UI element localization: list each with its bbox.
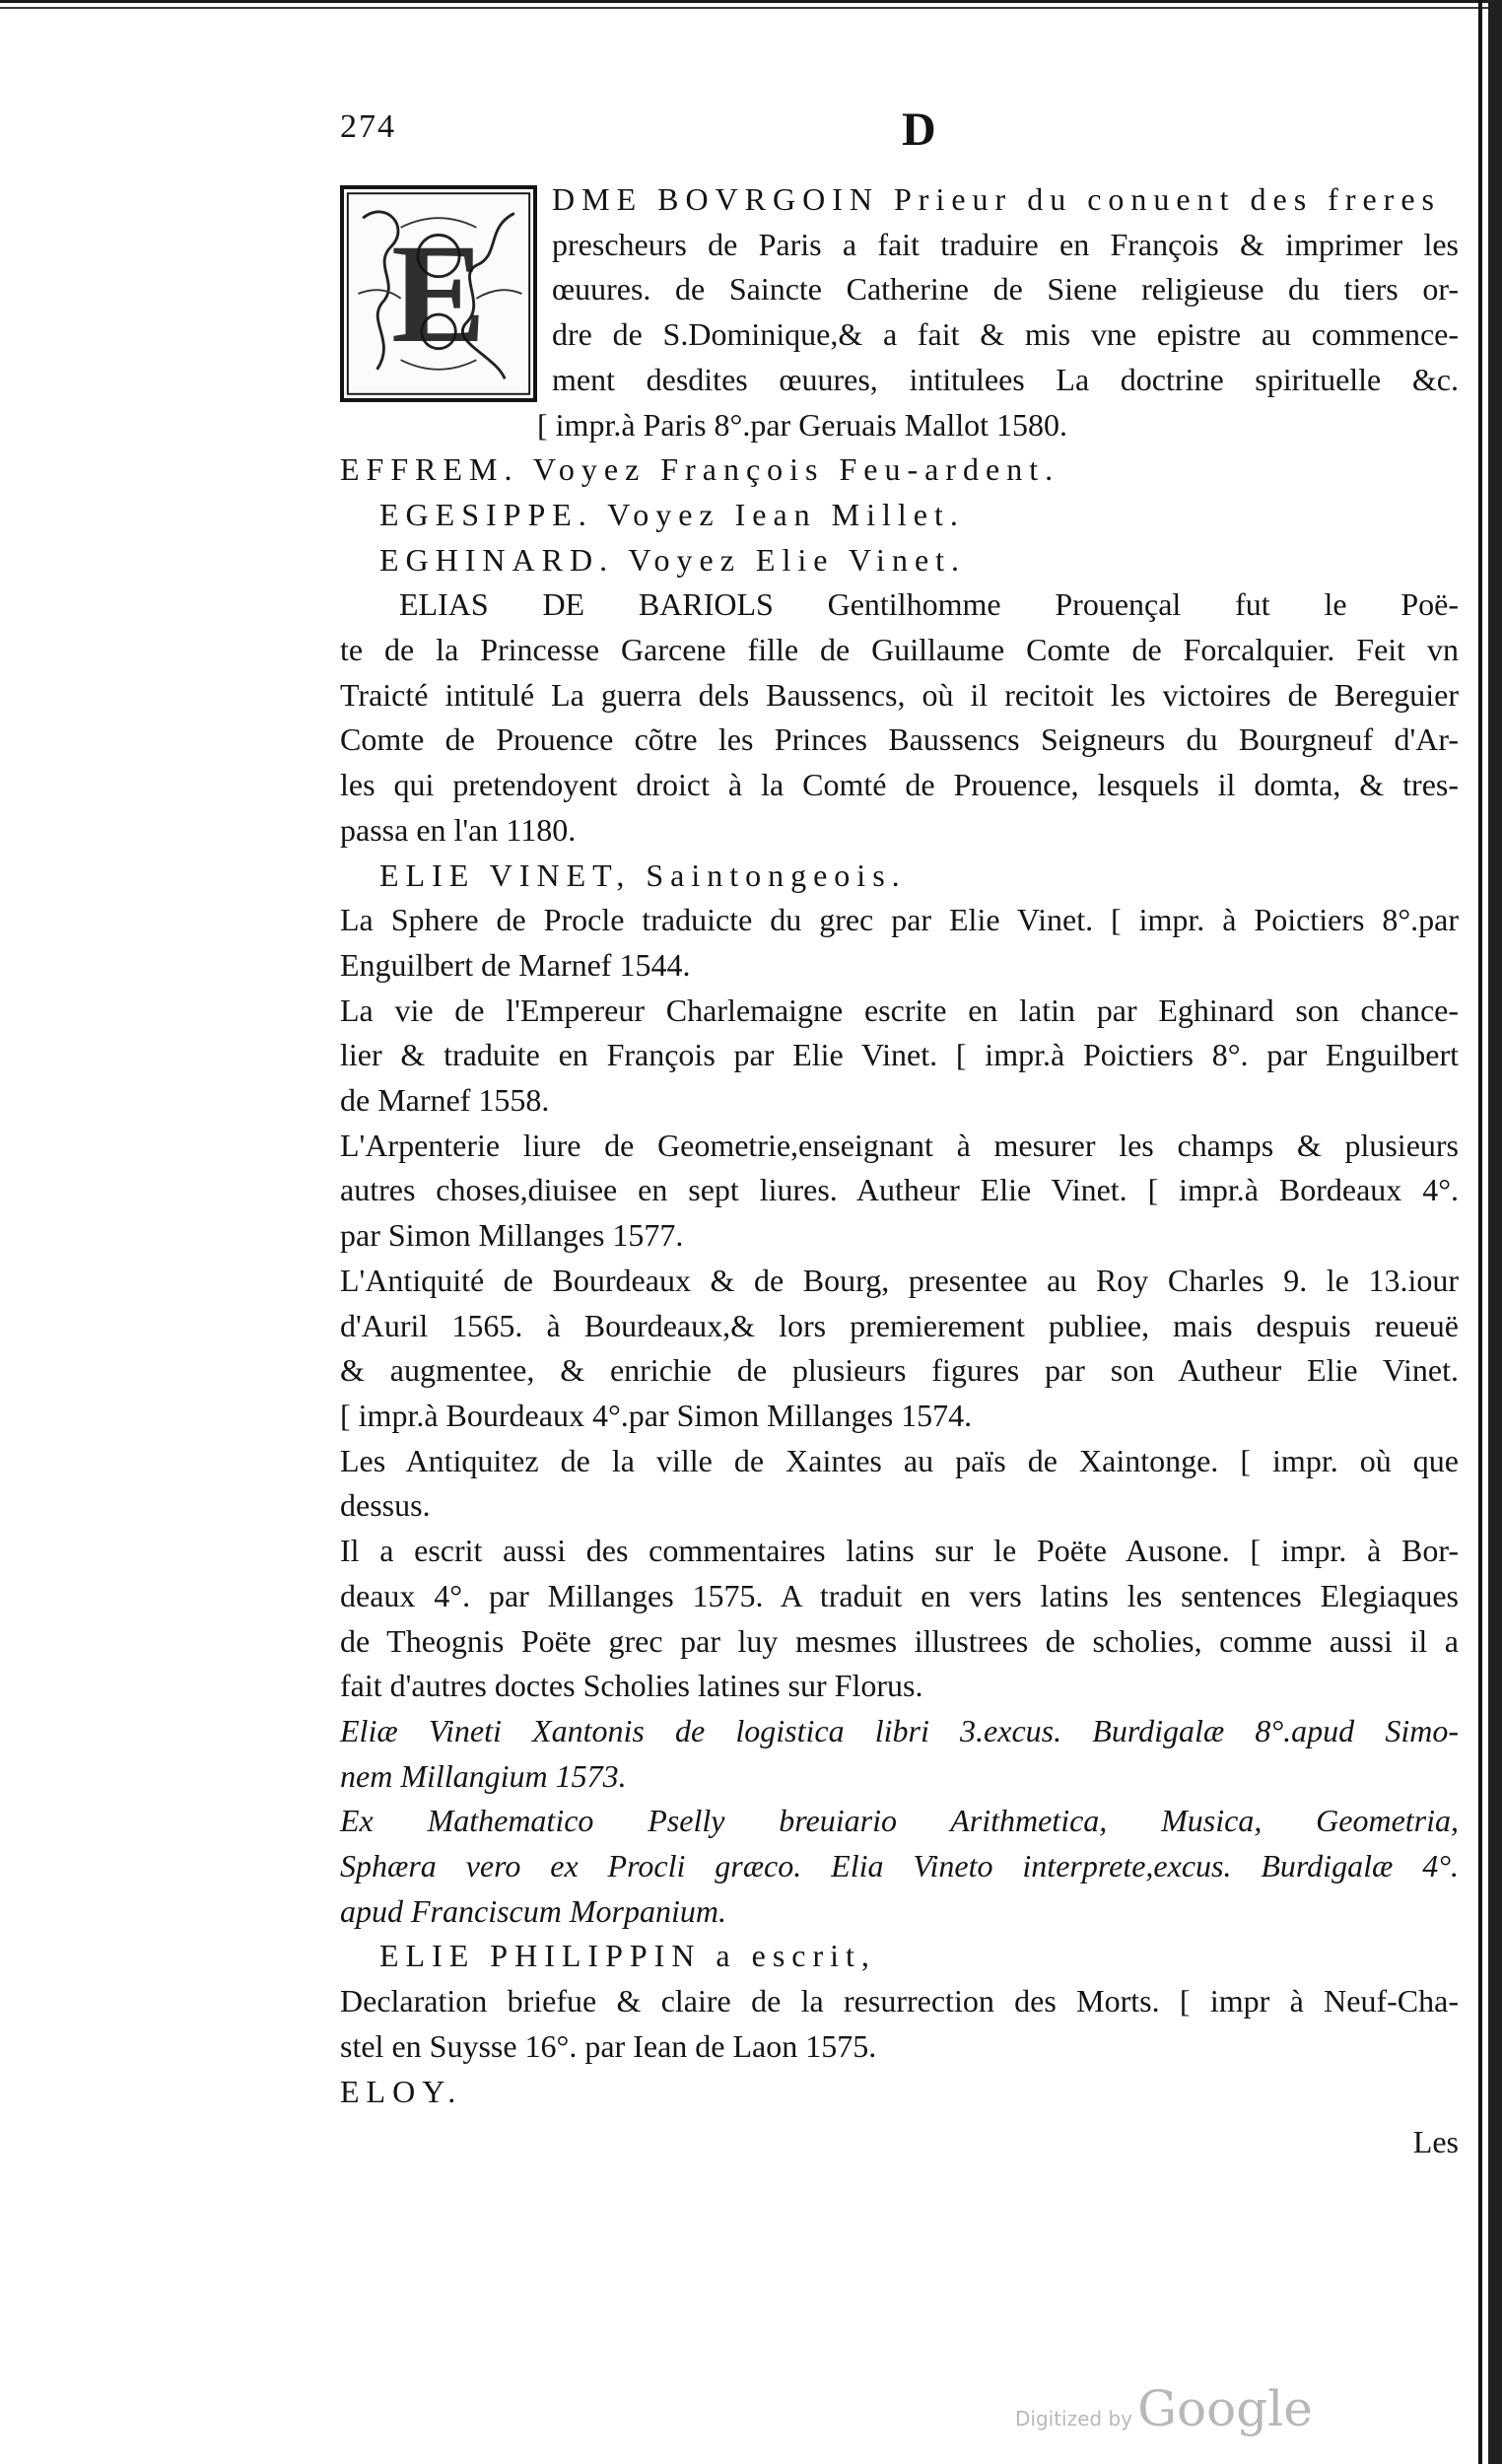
- page-text: [340, 177, 1459, 2165]
- latin-title: Sphæra vero ex Procli græco. Elia Vineto interprete,excus. Burdigalæ 4°.: [340, 1848, 1459, 1884]
- entry-heading: EFFREM. Voyez François Feu-ardent.: [340, 451, 1060, 488]
- text-line: ment desdites œuures, intitulees La doctrine spirituelle &c.: [552, 361, 1459, 397]
- text-line: [340, 1844, 1459, 1889]
- text-line: te de la Princesse Garcene fille de Guillaume Comte de Forcalquier. Feit vn: [340, 632, 1459, 668]
- entry-heading: ELOY.: [340, 2073, 463, 2109]
- text-line: Les Antiquitez de la ville de Xaintes au païs de Xaintonge. [ impr. où que: [340, 1442, 1459, 1478]
- text-line: autres choses,diuisee en sept liures. Autheur Elie Vinet. [ impr.à Bordeaux 4°.: [340, 1172, 1459, 1208]
- page-number: 274: [340, 108, 396, 145]
- text-line: prescheurs de Paris a fait traduire en François & imprimer les: [552, 226, 1459, 262]
- text-line: [340, 1754, 1459, 1800]
- text-line: & augmentee, & enrichie de plusieurs figures par son Autheur Elie Vinet.: [340, 1352, 1459, 1389]
- text-line: œuures. de Saincte Catherine de Siene religieuse du tiers or-: [552, 271, 1459, 308]
- entry-edme-bourgoin: [340, 177, 1459, 447]
- text-line: Enguilbert de Marnef 1544.: [340, 946, 691, 983]
- text-line: dessus.: [340, 1487, 431, 1524]
- entry-heading: EGESIPPE. Voyez Iean Millet.: [379, 496, 965, 532]
- latin-title: nem Millangium 1573.: [340, 1757, 627, 1794]
- text-line: L'Arpenterie liure de Geometrie,enseignant à mesurer les champs & plusieurs: [340, 1127, 1459, 1163]
- text-line: passa en l'an 1180.: [340, 811, 577, 848]
- text-line: DME BOVRGOIN Prieur du conuent des freres: [552, 181, 1441, 217]
- text-line: [ impr.à Paris 8°.par Geruais Mallot 1580.: [537, 406, 1068, 443]
- entry-heading: ELIE VINET, Saintongeois.: [379, 856, 907, 893]
- latin-title: apud Franciscum Morpanium.: [340, 1892, 726, 1929]
- book-page: [340, 103, 1459, 2160]
- text-line: lier & traduite en François par Elie Vinet. [ impr.à Poictiers 8°. par Enguilbert: [340, 1037, 1459, 1073]
- text-line: deaux 4°. par Millanges 1575. A traduit en vers latins les sentences Elegiaques: [340, 1577, 1459, 1613]
- text-line: La vie de l'Empereur Charlemaigne escrite en latin par Eghinard son chance-: [340, 992, 1459, 1028]
- scan-edge-top: [0, 0, 1502, 16]
- text-line: Comte de Prouence cõtre les Princes Baussencs Seigneurs du Bourgneuf d'Ar-: [340, 721, 1459, 758]
- running-head: D: [902, 103, 936, 156]
- text-line: [340, 1799, 1459, 1844]
- text-line: [340, 1709, 1459, 1754]
- ornamental-initial-e-icon: [340, 185, 537, 402]
- text-line: par Simon Millanges 1577.: [340, 1217, 684, 1254]
- text-line: dre de S.Dominique,& a fait & mis vne epistre au commence-: [552, 316, 1459, 353]
- text-line: Declaration briefue & claire de la resurrection des Morts. [ impr à Neuf-Cha-: [340, 1983, 1459, 2019]
- entry-heading: ELIAS DE BARIOLS Gentilhomme Prouençal fut le Poë-: [399, 586, 1459, 623]
- catchword: Les: [1412, 2124, 1459, 2160]
- text-line: [ impr.à Bourdeaux 4°.par Simon Millanges 1574.: [340, 1397, 973, 1433]
- latin-title: Eliæ Vineti Xantonis de logistica libri 3.excus. Burdigalæ 8°.apud Simo-: [340, 1712, 1459, 1748]
- text-line: stel en Suysse 16°. par Iean de Laon 1575.: [340, 2027, 877, 2064]
- entry-heading: ELIE PHILIPPIN a escrit,: [379, 1938, 876, 1974]
- text-line: d'Auril 1565. à Bourdeaux,& lors premierement publiee, mais despuis reueuë: [340, 1307, 1459, 1343]
- text-line: Traicté intitulé La guerra dels Baussencs, où il recitoit les victoires de Bereguier: [340, 676, 1459, 713]
- text-line: de Marnef 1558.: [340, 1082, 550, 1119]
- drop-cap-letter: E: [390, 216, 487, 373]
- drop-cap-artwork: [344, 189, 533, 398]
- watermark-prefix: Digitized by: [1015, 2407, 1132, 2430]
- entry-heading: EGHINARD. Voyez Elie Vinet.: [379, 541, 967, 578]
- google-watermark: [1015, 2380, 1313, 2437]
- text-line: les qui pretendoyent droict à la Comté de Prouence, lesquels il domta, & tres-: [340, 767, 1459, 803]
- text-line: fait d'autres doctes Scholies latines sur Florus.: [340, 1668, 923, 1704]
- latin-title: Ex Mathematico Pselly breuiario Arithmetica, Musica, Geometria,: [340, 1803, 1459, 1839]
- google-logo: Google: [1137, 2380, 1313, 2437]
- scan-edge-right: [1472, 0, 1502, 2464]
- text-line: L'Antiquité de Bourdeaux & de Bourg, presentee au Roy Charles 9. le 13.iour: [340, 1262, 1459, 1298]
- text-line: de Theognis Poëte grec par luy mesmes illustrees de scholies, comme aussi il a: [340, 1622, 1459, 1659]
- text-line: [340, 1889, 1459, 1935]
- text-line: Il a escrit aussi des commentaires latins sur le Poëte Ausone. [ impr. à Bor-: [340, 1533, 1459, 1569]
- text-line: La Sphere de Procle traduicte du grec par Elie Vinet. [ impr. à Poictiers 8°.par: [340, 902, 1459, 938]
- page-header: [340, 103, 1459, 177]
